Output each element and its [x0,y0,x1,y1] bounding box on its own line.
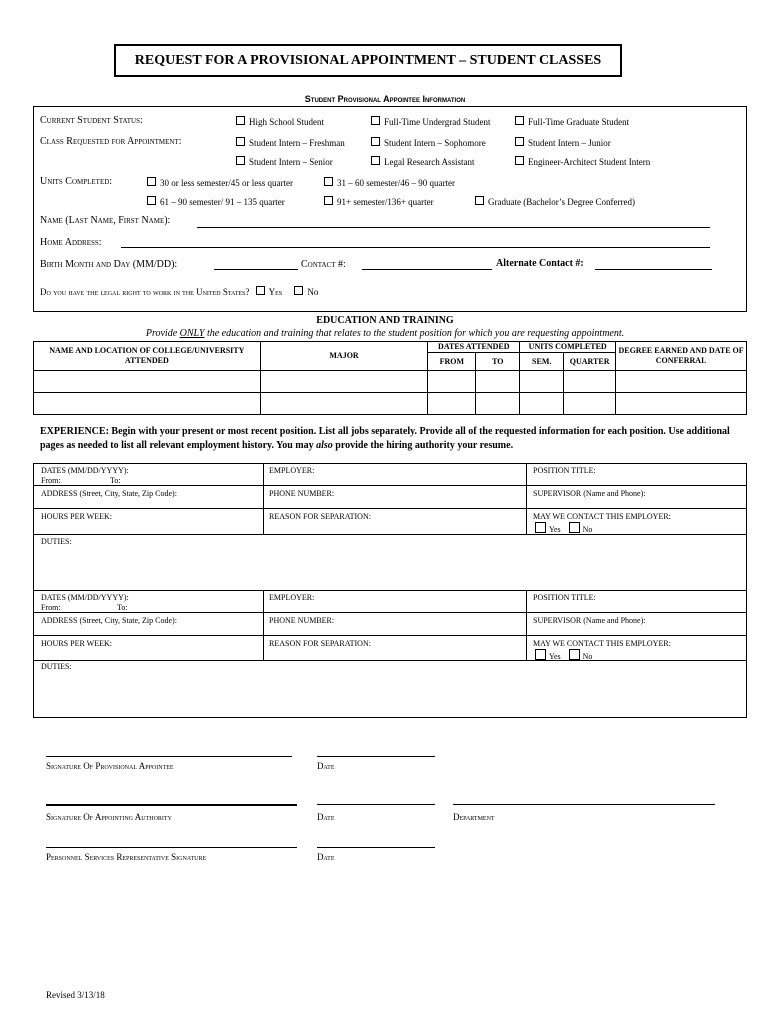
checkbox[interactable] [515,137,524,146]
col-units-header: UNITS COMPLETED [520,342,616,353]
exp1-employer-label: EMPLOYER: [269,466,315,475]
checkbox[interactable] [475,196,484,205]
info-heading: Student Provisional Appointee Information [304,94,466,104]
cell-to[interactable] [476,393,520,415]
checkbox[interactable] [236,137,245,146]
exp2-reason-label: REASON FOR SEPARATION: [269,639,371,648]
divider [526,590,527,660]
class-option-engineer[interactable]: Engineer-Architect Student Intern [515,156,650,167]
yes-checkbox[interactable] [535,522,546,533]
appointee-signature-label: Signature Of Provisional Appointee [46,761,174,771]
cell-degree[interactable] [616,371,747,393]
checkbox[interactable] [371,116,380,125]
exp1-address-label: ADDRESS (Street, City, State, Zip Code): [41,489,177,498]
col-quarter-header: QUARTER [564,353,616,371]
units-option-graduate[interactable]: Graduate (Bachelor’s Degree Conferred) [475,196,635,207]
checkbox[interactable] [371,156,380,165]
cell-from[interactable] [428,371,476,393]
exp1-dates-label: DATES (MM/DD/YYYY): [41,466,129,475]
title-box [114,44,622,77]
exp2-supervisor-label: SUPERVISOR (Name and Phone): [533,616,646,625]
cell-major[interactable] [260,393,428,415]
education-table [33,341,747,415]
col-school-header: NAME AND LOCATION OF COLLEGE/UNIVERSITY ATTENDED [34,342,261,371]
class-option-senior[interactable]: Student Intern – Senior [236,156,333,167]
cell-sem[interactable] [520,371,564,393]
checkbox[interactable] [147,196,156,205]
checkbox[interactable] [324,196,333,205]
cell-school[interactable] [34,393,261,415]
contact-field[interactable] [362,269,492,270]
divider [33,612,747,613]
units-option-90[interactable]: 61 – 90 semester/ 91 – 135 quarter [147,196,285,207]
alt-contact-field[interactable] [595,269,712,270]
checkbox[interactable] [147,177,156,186]
cell-degree[interactable] [616,393,747,415]
divider [33,660,747,661]
cell-sem[interactable] [520,393,564,415]
status-option-graduate[interactable]: Full-Time Graduate Student [515,116,629,127]
birth-label: Birth Month and Day (MM/DD): [40,259,178,270]
status-option-undergrad[interactable]: Full-Time Undergrad Student [371,116,491,127]
exp1-contact-options: Yes No [535,522,592,534]
appointee-signature-line[interactable] [46,756,292,757]
exp2-dates-label: DATES (MM/DD/YYYY): [41,593,129,602]
exp1-from-label: From: [41,476,61,485]
col-degree-header: DEGREE EARNED AND DATE OF CONFERRAL [616,342,747,371]
col-from-header: FROM [428,353,476,371]
birth-field[interactable] [214,269,298,270]
exp1-phone-label: PHONE NUMBER: [269,489,335,498]
divider [33,534,747,535]
exp1-supervisor-label: SUPERVISOR (Name and Phone): [533,489,646,498]
exp2-duties-label: DUTIES: [41,662,72,671]
department-line[interactable] [453,804,715,805]
cell-quarter[interactable] [564,371,616,393]
col-sem-header: SEM. [520,353,564,371]
appointee-date-line[interactable] [317,756,435,757]
authority-date-line[interactable] [317,804,435,805]
personnel-date-label: Date [317,852,335,862]
status-option-hs[interactable]: High School Student [236,116,324,127]
yes-checkbox[interactable] [535,649,546,660]
exp1-to-label: To: [110,476,121,485]
address-field[interactable] [121,247,710,248]
checkbox[interactable] [515,156,524,165]
cell-from[interactable] [428,393,476,415]
units-label: Units Completed: [40,176,113,187]
divider [263,463,264,534]
authority-signature-line[interactable] [46,804,297,806]
cell-to[interactable] [476,371,520,393]
divider [526,463,527,534]
class-option-junior[interactable]: Student Intern – Junior [515,137,611,148]
checkbox[interactable] [371,137,380,146]
revised-note: Revised 3/13/18 [46,990,105,1000]
exp1-reason-label: REASON FOR SEPARATION: [269,512,371,521]
department-label: Department [453,812,495,822]
authority-date-label: Date [317,812,335,822]
class-option-legal[interactable]: Legal Research Assistant [371,156,474,167]
col-dates-header: DATES ATTENDED [428,342,520,353]
exp1-contact-label: MAY WE CONTACT THIS EMPLOYER: [533,512,671,521]
education-row [34,393,747,415]
col-major-header: MAJOR [260,342,428,371]
divider [33,508,747,509]
address-label: Home Address: [40,237,102,248]
checkbox[interactable] [324,177,333,186]
no-checkbox[interactable] [569,649,580,660]
education-row [34,371,747,393]
appointee-date-label: Date [317,761,335,771]
checkbox[interactable] [515,116,524,125]
class-option-sophomore[interactable]: Student Intern – Sophomore [371,137,486,148]
exp2-to-label: To: [117,603,128,612]
cell-quarter[interactable] [564,393,616,415]
exp1-position-label: POSITION TITLE: [533,466,596,475]
no-checkbox[interactable] [569,522,580,533]
legal-yes-checkbox[interactable] [256,286,265,295]
contact-label: Contact #: [301,259,346,270]
units-option-60[interactable]: 31 – 60 semester/46 – 90 quarter [324,177,455,188]
status-label: Current Student Status: [40,115,143,126]
exp1-hours-label: HOURS PER WEEK: [41,512,112,521]
exp2-from-label: From: [41,603,61,612]
experience-instructions: EXPERIENCE: Begin with your present or most recent position. List all jobs separately. Provide all of the requested information for each position. Use additional pages as needed to list all relevant employment history. You may also provide the hiring authority your resume. [40,426,730,451]
units-option-91plus[interactable]: 91+ semester/136+ quarter [324,196,434,207]
checkbox[interactable] [236,156,245,165]
class-label: Class Requested for Appointment: [40,136,182,147]
divider [33,635,747,636]
personnel-signature-label: Personnel Services Representative Signature [46,852,207,862]
divider [33,485,747,486]
experience-block-1 [33,463,747,591]
exp2-address-label: ADDRESS (Street, City, State, Zip Code): [41,616,177,625]
exp2-contact-options: Yes No [535,649,592,661]
cell-school[interactable] [34,371,261,393]
cell-major[interactable] [260,371,428,393]
legal-question: Do you have the legal right to work in the United States? Yes No [40,287,319,297]
exp2-position-label: POSITION TITLE: [533,593,596,602]
exp2-phone-label: PHONE NUMBER: [269,616,335,625]
col-to-header: TO [476,353,520,371]
divider [263,590,264,660]
checkbox[interactable] [236,116,245,125]
personnel-signature-line[interactable] [46,847,297,848]
name-label: Name (Last Name, First Name): [40,215,171,226]
legal-no-checkbox[interactable] [294,286,303,295]
name-field[interactable] [197,227,710,228]
education-heading: EDUCATION AND TRAINING [316,315,454,326]
form-title: REQUEST FOR A PROVISIONAL APPOINTMENT – STUDENT CLASSES [134,53,602,68]
exp1-duties-label: DUTIES: [41,537,72,546]
personnel-date-line[interactable] [317,847,435,848]
exp2-contact-label: MAY WE CONTACT THIS EMPLOYER: [533,639,671,648]
class-option-freshman[interactable]: Student Intern – Freshman [236,137,345,148]
experience-block-2 [33,590,747,718]
education-subtitle: Provide ONLY the education and training that relates to the student position for which you are requesting appointment. [145,328,625,339]
alt-contact-label: Alternate Contact #: [496,258,584,269]
exp2-employer-label: EMPLOYER: [269,593,315,602]
exp2-hours-label: HOURS PER WEEK: [41,639,112,648]
authority-signature-label: Signature Of Appointing Authority [46,812,172,822]
units-option-30[interactable]: 30 or less semester/45 or less quarter [147,177,293,188]
